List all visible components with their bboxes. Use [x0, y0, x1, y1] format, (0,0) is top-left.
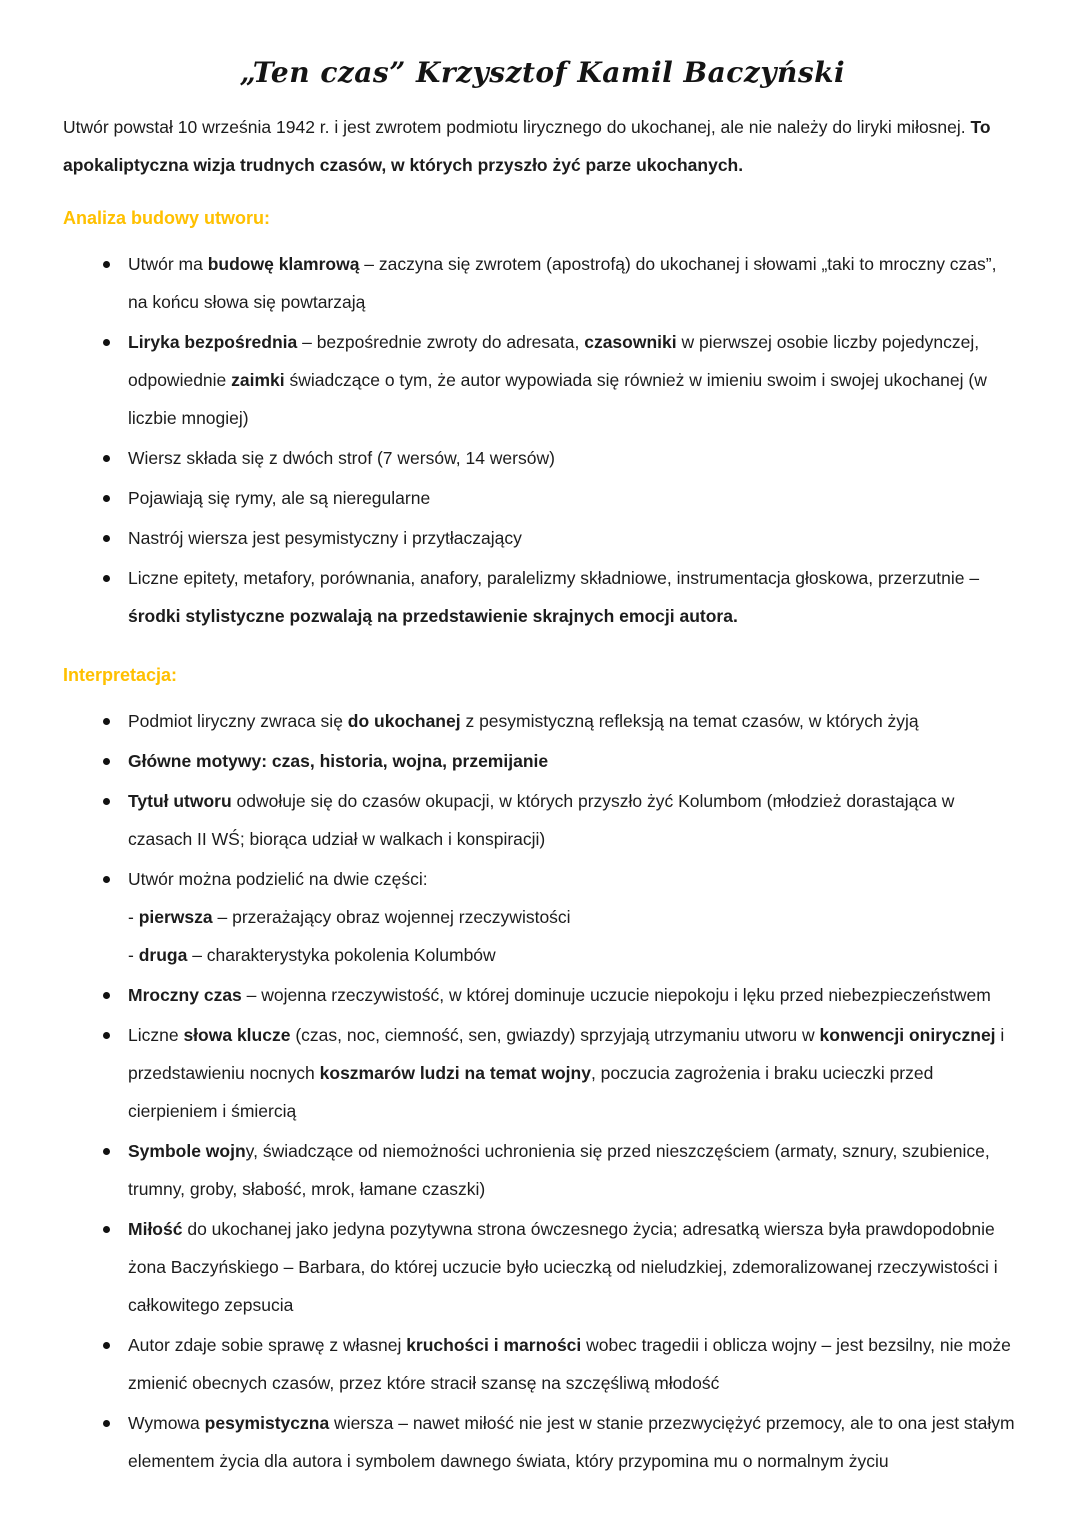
bold-text-run: Mroczny czas — [128, 985, 242, 1005]
bullet-line — [128, 1326, 1018, 1402]
text-run: wobec tragedii i oblicza wojny – jest bezsilny, nie może zmienić obecnych czasów, przez które stracił szansę na szczęśliwą młodość — [128, 1335, 1011, 1393]
bullet-line — [128, 439, 1018, 477]
bold-text-run: środki stylistyczne pozwalają na przedstawienie skrajnych emocji autora. — [128, 606, 738, 626]
bullet-line — [128, 559, 1018, 635]
bullet-item — [63, 559, 1022, 635]
text-run: , poczucia zagrożenia i braku ucieczki przed cierpieniem i śmiercią — [128, 1063, 934, 1121]
text-run: – zaczyna się zwrotem (apostrofą) do ukochanej i słowami „taki to mroczny czas”, na końcu słowa się powtarzają — [128, 254, 997, 312]
section-heading-analiza: Analiza budowy utworu: — [63, 208, 270, 228]
bullet-item — [63, 860, 1022, 974]
text-run: odwołuje się do czasów okupacji, w których przyszło żyć Kolumbom (młodzież dorastająca w czasach II WŚ; biorąca udział w walkach i konspiracji) — [128, 791, 955, 849]
text-run: Nastrój wiersza jest pesymistyczny i przytłaczający — [128, 528, 522, 548]
bullet-item — [63, 782, 1022, 858]
text-run: świadczące o tym, że autor wypowiada się również w imieniu swoim i swojej ukochanej (w liczbie mnogiej) — [128, 370, 987, 428]
bold-text-run: To apokaliptyczna wizja trudnych czasów, w których przyszło żyć parze ukochanych. — [63, 117, 991, 175]
bullet-line — [128, 976, 1018, 1014]
bullet-line — [128, 245, 1018, 321]
text-run: – charakterystyka pokolenia Kolumbów — [187, 945, 496, 965]
bullet-item — [63, 1326, 1022, 1402]
bullet-line — [128, 860, 1018, 898]
section-interpretacja — [63, 661, 1022, 1480]
bullet-item — [63, 702, 1022, 740]
text-run: Wymowa — [128, 1413, 205, 1433]
text-run: z pesymistyczną refleksją na temat czasów, w których żyją — [460, 711, 919, 731]
bold-text-run: zaimki — [231, 370, 285, 390]
bullet-list-analiza — [63, 245, 1022, 635]
bold-text-run: do ukochanej — [347, 711, 461, 731]
text-run: – przerażający obraz wojennej rzeczywistości — [212, 907, 571, 927]
text-run: Utwór można podzielić na dwie części: — [128, 869, 428, 889]
text-run: wiersza – nawet miłość nie jest w stanie przezwyciężyć przemocy, ale to ona jest stałym elementem życia dla autora i symbolem dawnego świata, który przypomina mu o normalnym życiu — [128, 1413, 1015, 1471]
bullet-line — [128, 782, 1018, 858]
text-run: y, świadczące od niemożności uchronienia się przed nieszczęściem (armaty, sznury, szubienice, trumny, groby, słabość, mrok, łamane czaszki) — [128, 1141, 990, 1199]
bullet-item — [63, 1016, 1022, 1130]
bold-text-run: koszmarów ludzi na temat wojny — [319, 1063, 591, 1083]
bullet-line — [128, 323, 1018, 437]
bullet-item — [63, 439, 1022, 477]
bullet-item — [63, 479, 1022, 517]
bullet-item — [63, 519, 1022, 557]
text-run: w pierwszej osobie liczby pojedynczej, odpowiednie — [128, 332, 980, 390]
bullet-line — [128, 1404, 1018, 1480]
bold-text-run: druga — [138, 945, 188, 965]
text-run: - — [128, 907, 139, 927]
document-title: „Ten czas” Krzysztof Kamil Baczyński — [239, 56, 846, 89]
text-run: (czas, noc, ciemność, sen, gwiazdy) sprzyjają utrzymaniu utworu w — [290, 1025, 820, 1045]
bold-text-run: pierwsza — [138, 907, 213, 927]
bullet-item — [63, 742, 1022, 780]
bullet-item — [63, 1132, 1022, 1208]
section-heading-interpretacja: Interpretacja: — [63, 665, 178, 685]
text-run: Autor zdaje sobie sprawę z własnej — [128, 1335, 407, 1355]
text-run: - — [128, 945, 139, 965]
bold-text-run: Miłość — [128, 1219, 183, 1239]
intro-paragraph — [63, 108, 1022, 184]
text-run: Liczne — [128, 1025, 184, 1045]
text-run: do ukochanej jako jedyna pozytywna strona ówczesnego życia; adresatką wiersza była prawdopodobnie żona Baczyńskiego – Barbara, do której uczucie było ucieczką od nieludzkiej, zdemoralizowanej rzeczywistości i całkowitego zepsucia — [128, 1219, 998, 1315]
bold-text-run: Liryka bezpośrednia — [128, 332, 298, 352]
bullet-line — [128, 479, 1018, 517]
bullet-item — [63, 976, 1022, 1014]
text-run: Liczne epitety, metafory, porównania, anafory, paralelizmy składniowe, instrumentacja głoskowa, przerzutnie – — [128, 568, 980, 588]
text-run: Utwór ma — [128, 254, 208, 274]
bold-text-run: Główne motywy: czas, historia, wojna, przemijanie — [128, 751, 549, 771]
text-run: i przedstawieniu nocnych — [128, 1025, 1005, 1083]
bullet-line — [128, 1132, 1018, 1208]
bold-text-run: konwencji onirycznej — [819, 1025, 996, 1045]
bullet-item — [63, 1404, 1022, 1480]
bold-text-run: budowę klamrową — [207, 254, 360, 274]
section-analiza-budowy — [63, 204, 1022, 635]
bullet-line — [128, 1210, 1018, 1324]
text-run: Utwór powstał 10 września 1942 r. i jest zwrotem podmiotu lirycznego do ukochanej, ale nie należy do liryki miłosnej. — [63, 117, 971, 137]
bullet-line — [128, 742, 1018, 780]
bold-text-run: pesymistyczna — [204, 1413, 330, 1433]
bullet-item — [63, 323, 1022, 437]
bullet-item — [63, 245, 1022, 321]
text-run: – bezpośrednie zwroty do adresata, — [297, 332, 585, 352]
text-run: Wiersz składa się z dwóch strof (7 wersów, 14 wersów) — [128, 448, 555, 468]
text-run: Pojawiają się rymy, ale są nieregularne — [128, 488, 431, 508]
text-run: Podmiot liryczny zwraca się — [128, 711, 348, 731]
bold-text-run: kruchości i marności — [406, 1335, 582, 1355]
text-run: – wojenna rzeczywistość, w której dominuje uczucie niepokoju i lęku przed niebezpieczeństwem — [241, 985, 991, 1005]
bold-text-run: słowa klucze — [183, 1025, 291, 1045]
bold-text-run: Symbole wojn — [128, 1141, 246, 1161]
bold-text-run: Tytuł utworu — [128, 791, 232, 811]
bullet-item — [63, 1210, 1022, 1324]
bullet-line — [128, 702, 1018, 740]
bullet-list-interpretacja — [63, 702, 1022, 1480]
bullet-line — [128, 519, 1018, 557]
bullet-line — [128, 936, 1018, 974]
bold-text-run: czasowniki — [584, 332, 677, 352]
bullet-line — [128, 1016, 1018, 1130]
bullet-line — [128, 898, 1018, 936]
